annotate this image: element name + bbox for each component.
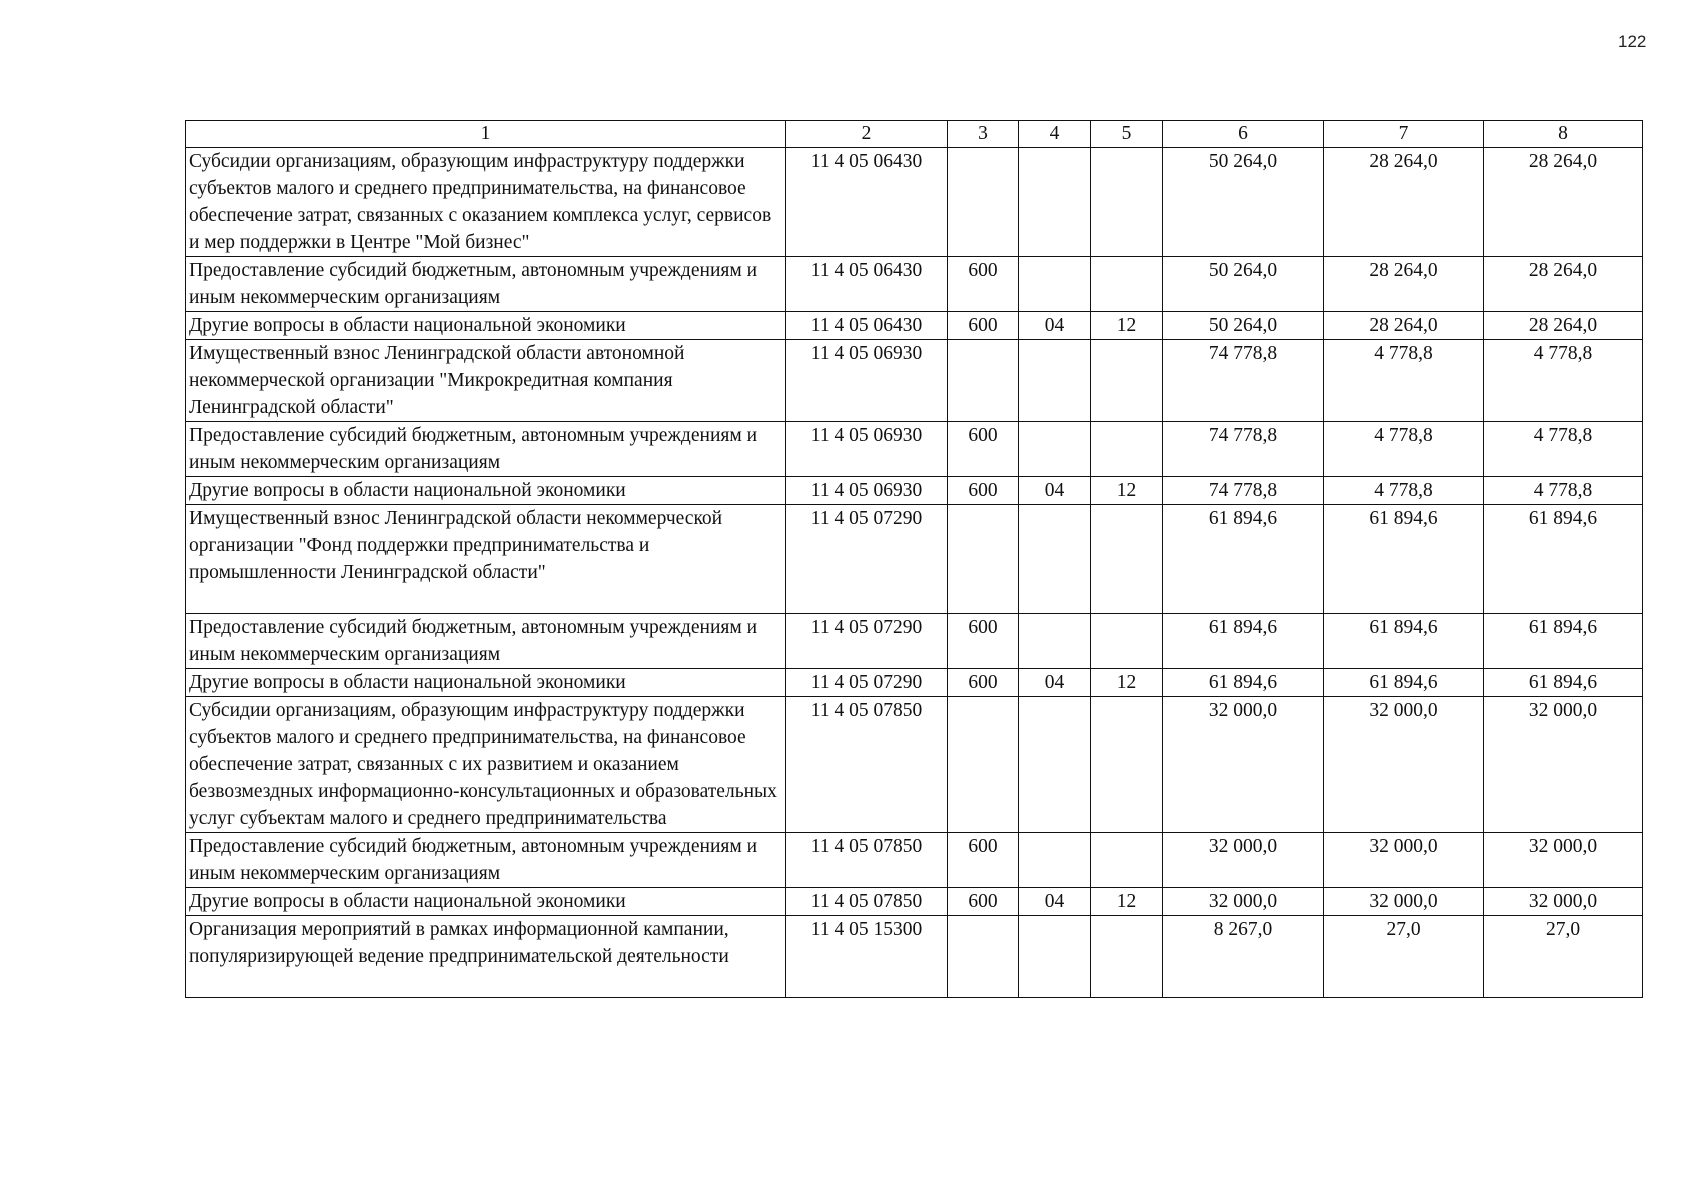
table-row <box>186 697 1643 833</box>
header-col-7: 7 <box>1324 121 1484 148</box>
row-amount-col7: 27,0 <box>1324 916 1484 998</box>
row-amount-col6: 74 778,8 <box>1163 340 1324 422</box>
row-section: 04 <box>1019 477 1091 505</box>
row-section <box>1019 422 1091 477</box>
row-target-code: 11 4 05 06430 <box>786 312 948 340</box>
header-row <box>186 121 1643 148</box>
row-description: Субсидии организациям, образующим инфраструктуру поддержки субъектов малого и среднего предпринимательства, на финансовое обеспечение затрат, связанных с их развитием и оказанием безвозмездных информационно-консультационных и образовательных услуг субъектам малого и среднего предпринимательства <box>186 697 786 833</box>
row-description: Другие вопросы в области национальной экономики <box>186 477 786 505</box>
row-description: Предоставление субсидий бюджетным, автономным учреждениям и иным некоммерческим организациям <box>186 257 786 312</box>
row-target-code: 11 4 05 07850 <box>786 697 948 833</box>
header-col-8: 8 <box>1484 121 1643 148</box>
row-subsection: 12 <box>1091 477 1163 505</box>
row-target-code: 11 4 05 07290 <box>786 614 948 669</box>
row-amount-col7: 61 894,6 <box>1324 669 1484 697</box>
row-spacer <box>189 970 782 997</box>
row-description: Другие вопросы в области национальной экономики <box>186 888 786 916</box>
row-target-code: 11 4 05 07850 <box>786 833 948 888</box>
table-row <box>186 477 1643 505</box>
row-description: Предоставление субсидий бюджетным, автономным учреждениям и иным некоммерческим организациям <box>186 614 786 669</box>
row-target-code: 11 4 05 06430 <box>786 257 948 312</box>
row-description-text: Организация мероприятий в рамках информационной кампании, популяризирующей ведение предпринимательской деятельности <box>189 919 729 967</box>
row-description: Предоставление субсидий бюджетным, автономным учреждениям и иным некоммерческим организациям <box>186 833 786 888</box>
row-section: 04 <box>1019 669 1091 697</box>
row-amount-col6: 74 778,8 <box>1163 422 1324 477</box>
row-target-code: 11 4 05 07290 <box>786 669 948 697</box>
row-expense-type: 600 <box>948 312 1019 340</box>
row-amount-col7: 32 000,0 <box>1324 697 1484 833</box>
row-section <box>1019 833 1091 888</box>
row-expense-type <box>948 148 1019 257</box>
row-subsection: 12 <box>1091 888 1163 916</box>
table-row <box>186 916 1643 998</box>
row-amount-col6: 50 264,0 <box>1163 312 1324 340</box>
header-col-3: 3 <box>948 121 1019 148</box>
row-subsection: 12 <box>1091 312 1163 340</box>
row-target-code: 11 4 05 15300 <box>786 916 948 998</box>
table-row <box>186 614 1643 669</box>
row-subsection <box>1091 697 1163 833</box>
row-amount-col7: 4 778,8 <box>1324 422 1484 477</box>
row-description <box>186 916 786 998</box>
row-section <box>1019 505 1091 614</box>
row-section <box>1019 340 1091 422</box>
table-row <box>186 340 1643 422</box>
row-expense-type <box>948 916 1019 998</box>
row-section <box>1019 257 1091 312</box>
row-description-text: Имущественный взнос Ленинградской области некоммерческой организации "Фонд поддержки предпринимательства и промышленности Ленинградской области" <box>189 508 723 583</box>
table-row <box>186 888 1643 916</box>
row-amount-col6: 8 267,0 <box>1163 916 1324 998</box>
row-amount-col6: 32 000,0 <box>1163 833 1324 888</box>
row-amount-col7: 28 264,0 <box>1324 312 1484 340</box>
row-amount-col7: 61 894,6 <box>1324 505 1484 614</box>
row-amount-col8: 61 894,6 <box>1484 614 1643 669</box>
row-expense-type <box>948 505 1019 614</box>
row-description: Другие вопросы в области национальной экономики <box>186 312 786 340</box>
row-subsection <box>1091 340 1163 422</box>
table-row <box>186 312 1643 340</box>
row-target-code: 11 4 05 07290 <box>786 505 948 614</box>
row-amount-col6: 32 000,0 <box>1163 697 1324 833</box>
row-expense-type: 600 <box>948 257 1019 312</box>
row-amount-col7: 28 264,0 <box>1324 257 1484 312</box>
row-section <box>1019 916 1091 998</box>
row-description <box>186 505 786 614</box>
row-subsection <box>1091 614 1163 669</box>
row-expense-type <box>948 697 1019 833</box>
row-amount-col6: 61 894,6 <box>1163 669 1324 697</box>
row-expense-type: 600 <box>948 614 1019 669</box>
row-amount-col7: 4 778,8 <box>1324 477 1484 505</box>
row-amount-col8: 4 778,8 <box>1484 477 1643 505</box>
table-row <box>186 257 1643 312</box>
header-col-6: 6 <box>1163 121 1324 148</box>
row-amount-col8: 28 264,0 <box>1484 312 1643 340</box>
row-amount-col8: 61 894,6 <box>1484 505 1643 614</box>
row-subsection <box>1091 916 1163 998</box>
row-subsection <box>1091 148 1163 257</box>
row-target-code: 11 4 05 06930 <box>786 422 948 477</box>
row-spacer <box>189 586 782 613</box>
row-section <box>1019 614 1091 669</box>
row-section: 04 <box>1019 888 1091 916</box>
row-amount-col7: 32 000,0 <box>1324 833 1484 888</box>
row-subsection <box>1091 833 1163 888</box>
row-target-code: 11 4 05 06930 <box>786 340 948 422</box>
row-amount-col7: 32 000,0 <box>1324 888 1484 916</box>
row-amount-col6: 61 894,6 <box>1163 614 1324 669</box>
row-target-code: 11 4 05 07850 <box>786 888 948 916</box>
row-section: 04 <box>1019 312 1091 340</box>
header-col-2: 2 <box>786 121 948 148</box>
row-expense-type: 600 <box>948 422 1019 477</box>
row-expense-type: 600 <box>948 888 1019 916</box>
row-description: Имущественный взнос Ленинградской области автономной некоммерческой организации "Микрокредитная компания Ленинградской области" <box>186 340 786 422</box>
row-amount-col7: 28 264,0 <box>1324 148 1484 257</box>
row-amount-col8: 27,0 <box>1484 916 1643 998</box>
row-amount-col6: 74 778,8 <box>1163 477 1324 505</box>
row-description: Другие вопросы в области национальной экономики <box>186 669 786 697</box>
row-description: Предоставление субсидий бюджетным, автономным учреждениям и иным некоммерческим организациям <box>186 422 786 477</box>
row-amount-col8: 32 000,0 <box>1484 833 1643 888</box>
row-section <box>1019 148 1091 257</box>
row-amount-col8: 61 894,6 <box>1484 669 1643 697</box>
row-description: Субсидии организациям, образующим инфраструктуру поддержки субъектов малого и среднего предпринимательства, на финансовое обеспечение затрат, связанных с оказанием комплекса услуг, сервисов и мер поддержки в Центре "Мой бизнес" <box>186 148 786 257</box>
header-col-5: 5 <box>1091 121 1163 148</box>
row-subsection <box>1091 422 1163 477</box>
table-row <box>186 833 1643 888</box>
row-target-code: 11 4 05 06430 <box>786 148 948 257</box>
row-amount-col8: 32 000,0 <box>1484 697 1643 833</box>
row-expense-type: 600 <box>948 669 1019 697</box>
budget-table <box>185 120 1643 998</box>
row-subsection <box>1091 505 1163 614</box>
page-number: 122 <box>1618 32 1647 51</box>
header-col-4: 4 <box>1019 121 1091 148</box>
row-expense-type <box>948 340 1019 422</box>
row-subsection: 12 <box>1091 669 1163 697</box>
table-row <box>186 422 1643 477</box>
row-amount-col6: 50 264,0 <box>1163 257 1324 312</box>
row-amount-col8: 4 778,8 <box>1484 422 1643 477</box>
row-amount-col6: 61 894,6 <box>1163 505 1324 614</box>
table-row <box>186 148 1643 257</box>
header-col-1: 1 <box>186 121 786 148</box>
row-expense-type: 600 <box>948 833 1019 888</box>
row-amount-col8: 28 264,0 <box>1484 257 1643 312</box>
row-subsection <box>1091 257 1163 312</box>
row-amount-col6: 32 000,0 <box>1163 888 1324 916</box>
row-expense-type: 600 <box>948 477 1019 505</box>
table-row <box>186 669 1643 697</box>
row-amount-col7: 4 778,8 <box>1324 340 1484 422</box>
row-amount-col6: 50 264,0 <box>1163 148 1324 257</box>
row-amount-col7: 61 894,6 <box>1324 614 1484 669</box>
row-amount-col8: 28 264,0 <box>1484 148 1643 257</box>
table-row <box>186 505 1643 614</box>
row-amount-col8: 32 000,0 <box>1484 888 1643 916</box>
row-section <box>1019 697 1091 833</box>
row-amount-col8: 4 778,8 <box>1484 340 1643 422</box>
row-target-code: 11 4 05 06930 <box>786 477 948 505</box>
